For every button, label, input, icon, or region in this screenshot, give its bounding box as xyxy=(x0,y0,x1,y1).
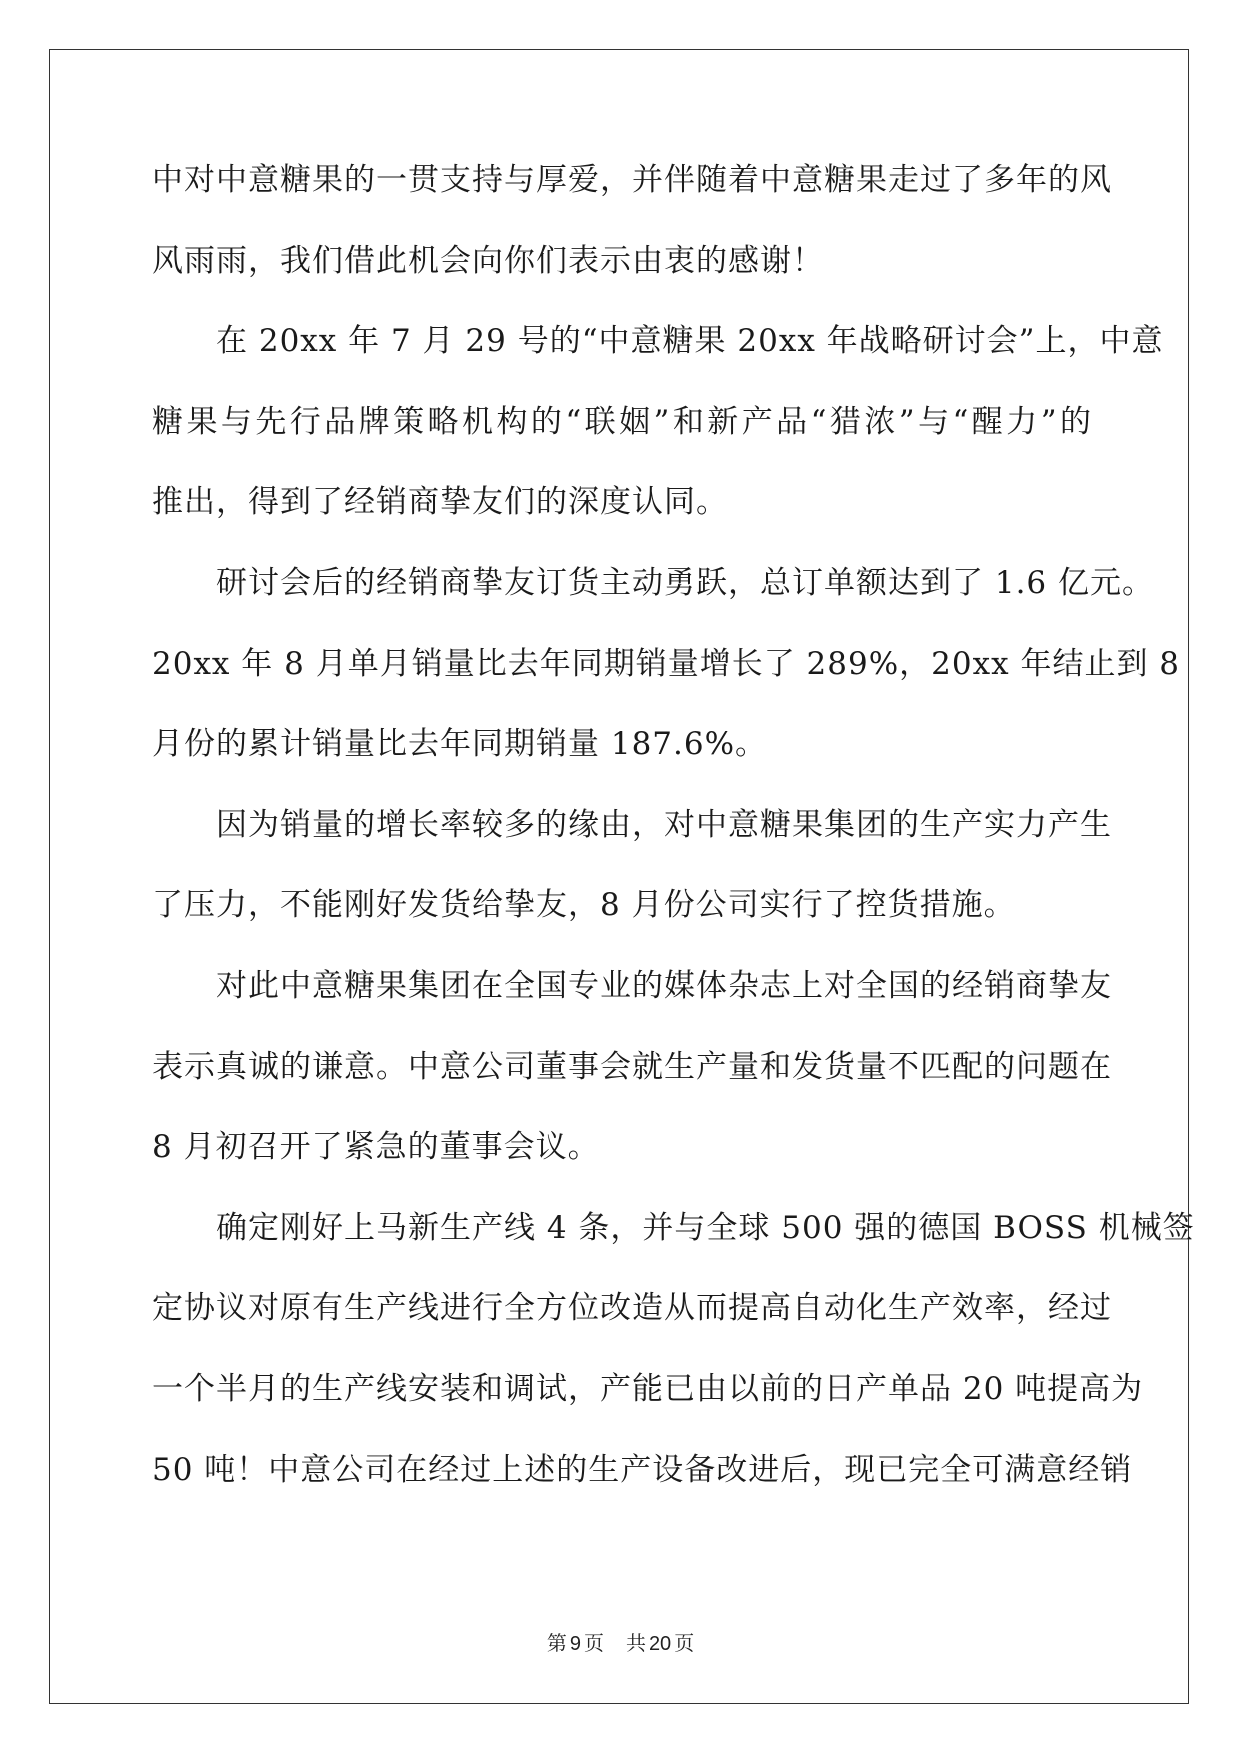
text-line: 推出，得到了经销商挚友们的深度认同。 xyxy=(152,484,728,521)
text-line: 研讨会后的经销商挚友订货主动勇跃，总订单额达到了 1.6 亿元。 xyxy=(216,564,1155,601)
text-line: 一个半月的生产线安装和调试，产能已由以前的日产单品 20 吨提高为 xyxy=(152,1370,1144,1407)
text-line: 因为销量的增长率较多的缘由，对中意糖果集团的生产实力产生 xyxy=(216,806,1112,843)
text-line: 风雨雨，我们借此机会向你们表示由衷的感谢！ xyxy=(152,242,824,279)
text-line: 8 月初召开了紧急的董事会议。 xyxy=(152,1129,600,1166)
text-line: 月份的累计销量比去年同期销量 187.6%。 xyxy=(152,726,768,763)
text-line: 确定刚好上马新生产线 4 条，并与全球 500 强的德国 BOSS 机械签 xyxy=(216,1209,1195,1246)
text-line: 中对中意糖果的一贯支持与厚爱，并伴随着中意糖果走过了多年的风 xyxy=(152,162,1112,198)
total-label-prefix: 共 xyxy=(625,1631,646,1655)
total-pages: 20 xyxy=(648,1633,672,1655)
page-label-prefix: 第 xyxy=(546,1631,567,1655)
page-number: 9 xyxy=(569,1633,581,1655)
text-line: 50 吨！中意公司在经过上述的生产设备改进后，现已完全可满意经销 xyxy=(152,1451,1133,1488)
total-label-suffix: 页 xyxy=(674,1631,695,1655)
text-line: 在 20xx 年 7 月 29 号的“中意糖果 20xx 年战略研讨会”上，中意 xyxy=(216,323,1164,360)
text-line: 表示真诚的谦意。中意公司董事会就生产量和发货量不匹配的问题在 xyxy=(152,1048,1112,1085)
page-label-suffix: 页 xyxy=(583,1631,604,1655)
text-line: 20xx 年 8 月单月销量比去年同期销量增长了 289%，20xx 年结止到 8 xyxy=(152,645,1181,682)
text-line: 对此中意糖果集团在全国专业的媒体杂志上对全国的经销商挚友 xyxy=(216,967,1112,1004)
text-line: 了压力，不能刚好发货给挚友，8 月份公司实行了控货措施。 xyxy=(152,887,1016,924)
text-line: 定协议对原有生产线进行全方位改造从而提高自动化生产效率，经过 xyxy=(152,1290,1112,1327)
document-body xyxy=(152,158,1195,1528)
text-line: 糖果与先行品牌策略机构的“联姻”和新产品“猎浓”与“醒力”的 xyxy=(152,403,1092,440)
page-footer xyxy=(0,1631,1241,1656)
